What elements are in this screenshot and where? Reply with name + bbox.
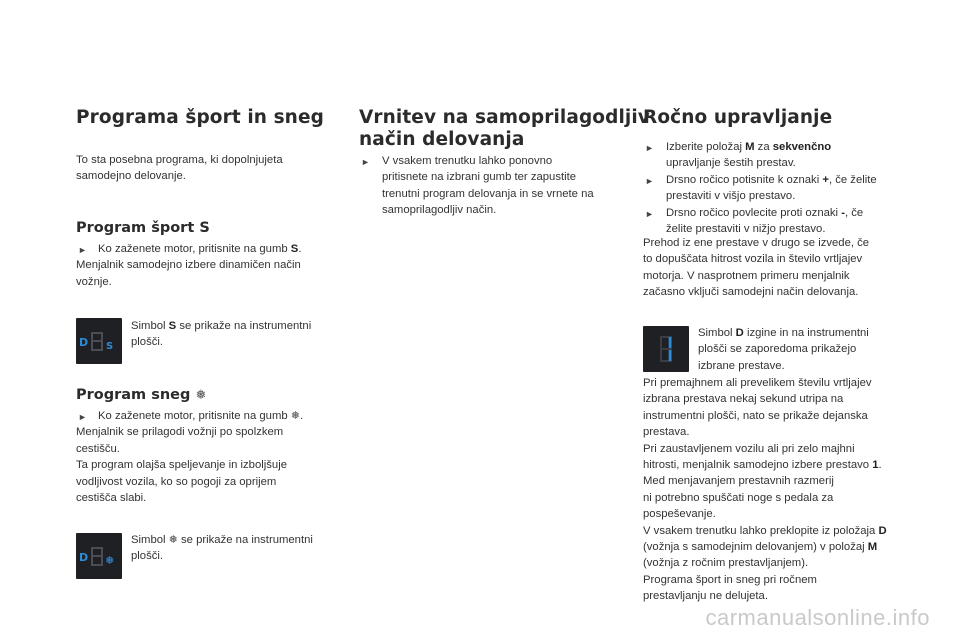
bullet-icon: ► bbox=[78, 412, 87, 422]
snowflake-icon: ❅ bbox=[195, 388, 207, 403]
sport-symbol-text: Simbol S se prikaže na instrumentni plošči. bbox=[131, 320, 312, 349]
gear-display-image bbox=[643, 326, 689, 372]
snowflake-icon: ❅ bbox=[290, 410, 300, 422]
snow-display-image bbox=[76, 533, 122, 579]
bullet-icon: ► bbox=[78, 245, 87, 255]
watermark: carmanualsonline.info bbox=[705, 605, 930, 630]
subtitle-sport-program: Program šport S bbox=[76, 220, 210, 236]
sport-display-image bbox=[76, 318, 122, 364]
section-title-manual: Ročno upravljanje bbox=[643, 107, 833, 128]
snow-symbol-text: Simbol ❅ se prikaže na instrumentni plošči. bbox=[131, 534, 313, 563]
gear-symbol-text: Simbol D izgine in na instrumentni plošči se zaporedoma prikažejo izbrane prestave. bbox=[698, 327, 869, 372]
bullet-icon: ► bbox=[645, 209, 654, 219]
svg-text:S: S bbox=[106, 341, 114, 352]
manual-paragraph-1: Prehod iz ene prestave v drugo se izvede, če to dopuščata hitrost vozila in število vrtljajev motorja. V nasprotnem primeru menjalnik začasno vključi samodejni način delovanja. bbox=[643, 237, 870, 299]
svg-text:❅: ❅ bbox=[105, 554, 115, 567]
svg-text:D: D bbox=[79, 336, 89, 349]
snowflake-icon: ❅ bbox=[168, 534, 178, 546]
sport-paragraph: Ko zaženete motor, pritisnite na gumb S. Menjalnik samodejno izbere dinamičen način vožnje. bbox=[76, 243, 302, 288]
intro-text: To sta posebna programa, ki dopolnjujeta samodejno delovanje. bbox=[76, 154, 283, 183]
manual-bullet-1: Izberite položaj M za sekvenčno upravljanje šestih prestav. bbox=[666, 141, 832, 170]
bullet-icon: ► bbox=[645, 143, 654, 153]
section-title-sport-snow: Programa šport in sneg bbox=[76, 107, 324, 128]
manual-paragraph-2: Pri premajhnem ali prevelikem številu vrtljajev izbrana prestava nekaj sekund utripa na instrumentni plošči, nato se prikaže dejanska prestava. Pri zaustavljenem vozilu ali pri zelo majhni hitrosti, menjalnik samodejno izbere prestavo 1. Med menjavanjem prestavnih razmerij ni potrebno spuščati noge s pedala za pospeševanje. V vsakem trenutku lahko preklopite iz položaja D (vožnja s samodejnim delovanjem) v položaj M (vožnja z ročnim prestavljanjem). Programa šport in sneg pri ročnem prestavljanju ne delujeta. bbox=[643, 377, 887, 603]
snow-paragraph: Ko zaženete motor, pritisnite na gumb ❅. Menjalnik se prilagodi vožnji po spolzkem cestišču. Ta program olajša speljevanje in izboljšuje vodljivost vozila, ko so pogoji za oprijem cestišča slabi. bbox=[76, 410, 304, 505]
return-paragraph: V vsakem trenutku lahko ponovno pritisnete na izbrani gumb ter zapustite trenutni program delovanja in se vrnete na samoprilagodljiv način. bbox=[382, 155, 594, 217]
manual-bullet-3: Drsno ročico povlecite proti oznaki -, če želite prestaviti v nižjo prestavo. bbox=[666, 207, 864, 236]
subtitle-snow-program: Program sneg ❅ bbox=[76, 387, 207, 403]
section-title-return-adaptive: Vrnitev na samoprilagodljiv način delovanja bbox=[359, 107, 650, 150]
bullet-icon: ► bbox=[645, 176, 654, 186]
bullet-icon: ► bbox=[361, 157, 370, 167]
svg-text:D: D bbox=[79, 551, 89, 564]
manual-bullet-2: Drsno ročico potisnite k oznaki +, če želite prestaviti v višjo prestavo. bbox=[666, 174, 877, 203]
